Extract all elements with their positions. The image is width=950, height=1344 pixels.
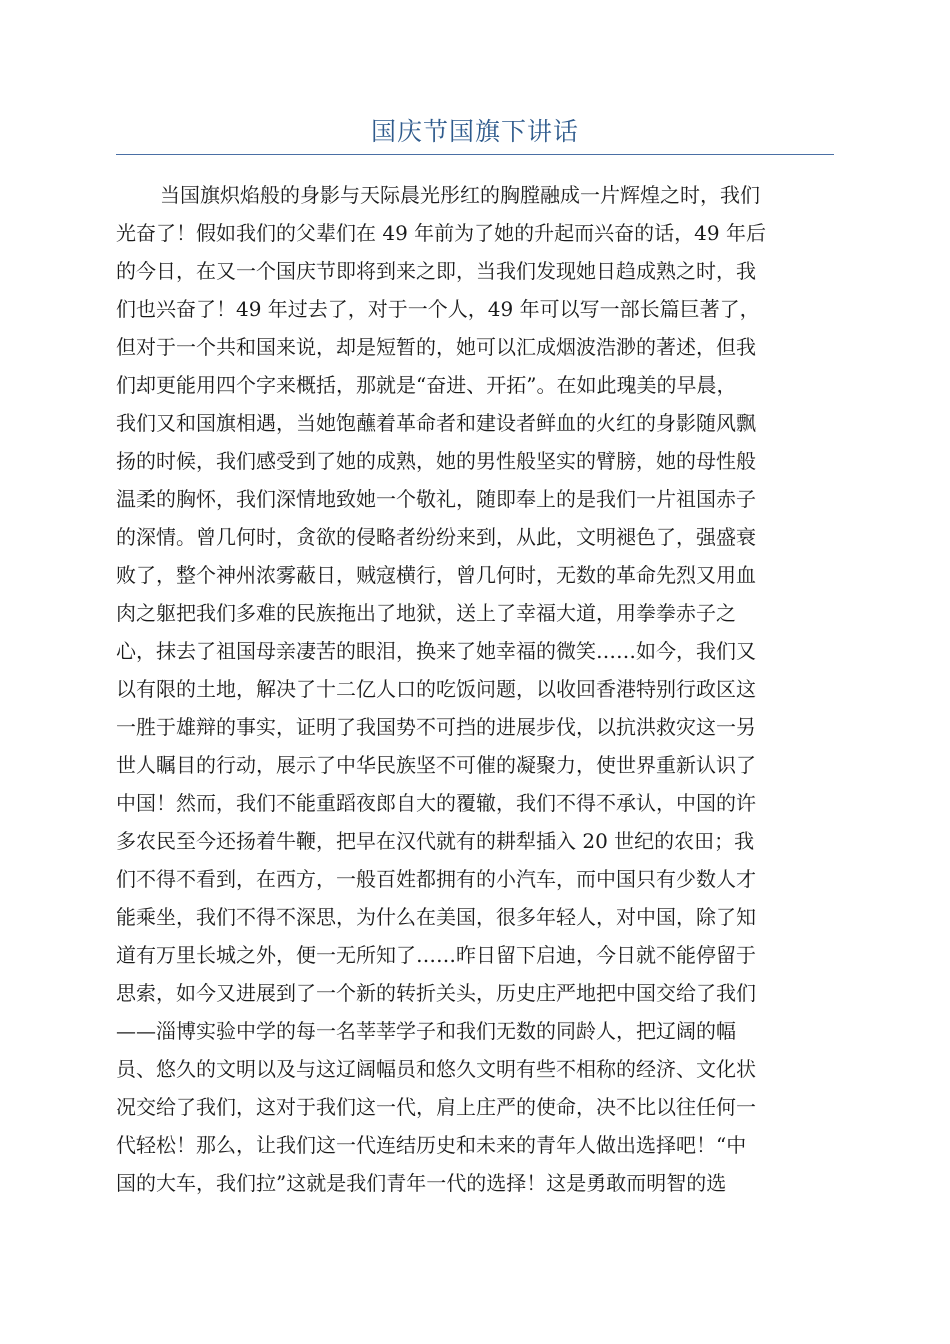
text-line: 我们又和国旗相遇，当她饱蘸着革命者和建设者鲜血的火红的身影随风飘 — [116, 411, 756, 435]
text-line: 心，抹去了祖国母亲凄苦的眼泪，换来了她幸福的微笑……如今，我们又 — [116, 639, 756, 663]
text-line: 道有万里长城之外，便一无所知了……昨日留下启迪，今日就不能停留于 — [116, 943, 756, 967]
text-line: 的深情。曾几何时，贪欲的侵略者纷纷来到，从此，文明褪色了，强盛衰 — [116, 525, 756, 549]
text-line: 扬的时候，我们感受到了她的成熟，她的男性般坚实的臂膀，她的母性般 — [116, 449, 756, 473]
text-line: 光奋了！假如我们的父辈们在 49 年前为了她的升起而兴奋的话，49 年后 — [116, 221, 766, 245]
text-line: 温柔的胸怀，我们深情地致她一个敬礼，随即奉上的是我们一片祖国赤子 — [116, 487, 756, 511]
document-title: 国庆节国旗下讲话 — [370, 117, 579, 146]
text-line: 国的大车，我们拉”这就是我们青年一代的选择！这是勇敢而明智的选 — [116, 1171, 727, 1195]
text-line: 多农民至今还扬着牛鞭，把早在汉代就有的耕犁插入 20 世纪的农田；我 — [116, 829, 755, 853]
text-line: 们却更能用四个字来概括，那就是“奋进、开拓”。在如此瑰美的早晨， — [116, 373, 737, 397]
text-line: 肉之躯把我们多难的民族拖出了地狱，送上了幸福大道，用拳拳赤子之 — [116, 601, 736, 625]
text-line: 但对于一个共和国来说，却是短暂的，她可以汇成烟波浩渺的著述，但我 — [116, 335, 756, 359]
text-line: 世人瞩目的行动，展示了中华民族坚不可催的凝聚力，使世界重新认识了 — [116, 753, 756, 777]
text-line: 们不得不看到，在西方，一般百姓都拥有的小汽车，而中国只有少数人才 — [116, 867, 756, 891]
title-underline — [116, 154, 834, 155]
text-line: 们也兴奋了！49 年过去了，对于一个人，49 年可以写一部长篇巨著了， — [116, 297, 760, 321]
text-line: 员、悠久的文明以及与这辽阔幅员和悠久文明有些不相称的经济、文化状 — [116, 1057, 756, 1081]
text-line: 代轻松！那么，让我们这一代连结历史和未来的青年人做出选择吧！“中 — [116, 1133, 747, 1157]
text-line: 况交给了我们，这对于我们这一代，肩上庄严的使命，决不比以往任何一 — [116, 1095, 756, 1119]
text-line: 败了，整个神州浓雾蔽日，贼寇横行，曾几何时，无数的革命先烈又用血 — [116, 563, 756, 587]
text-line: 一胜于雄辩的事实，证明了我国势不可挡的进展步伐，以抗洪救灾这一另 — [116, 715, 756, 739]
text-line: 中国！然而，我们不能重蹈夜郎自大的覆辙，我们不得不承认，中国的许 — [116, 791, 756, 815]
text-line: 当国旗炽焰般的身影与天际晨光彤红的胸膛融成一片辉煌之时，我们 — [160, 183, 760, 207]
speech-paragraph — [116, 176, 836, 1202]
text-line: 的今日，在又一个国庆节即将到来之即，当我们发现她日趋成熟之时，我 — [116, 259, 756, 283]
text-line: ——淄博实验中学的每一名莘莘学子和我们无数的同龄人，把辽阔的幅 — [116, 1019, 736, 1043]
text-line: 以有限的土地，解决了十二亿人口的吃饭问题，以收回香港特别行政区这 — [116, 677, 756, 701]
text-line: 思索，如今又进展到了一个新的转折关头，历史庄严地把中国交给了我们 — [116, 981, 756, 1005]
text-line: 能乘坐，我们不得不深思，为什么在美国，很多年轻人，对中国，除了知 — [116, 905, 756, 929]
